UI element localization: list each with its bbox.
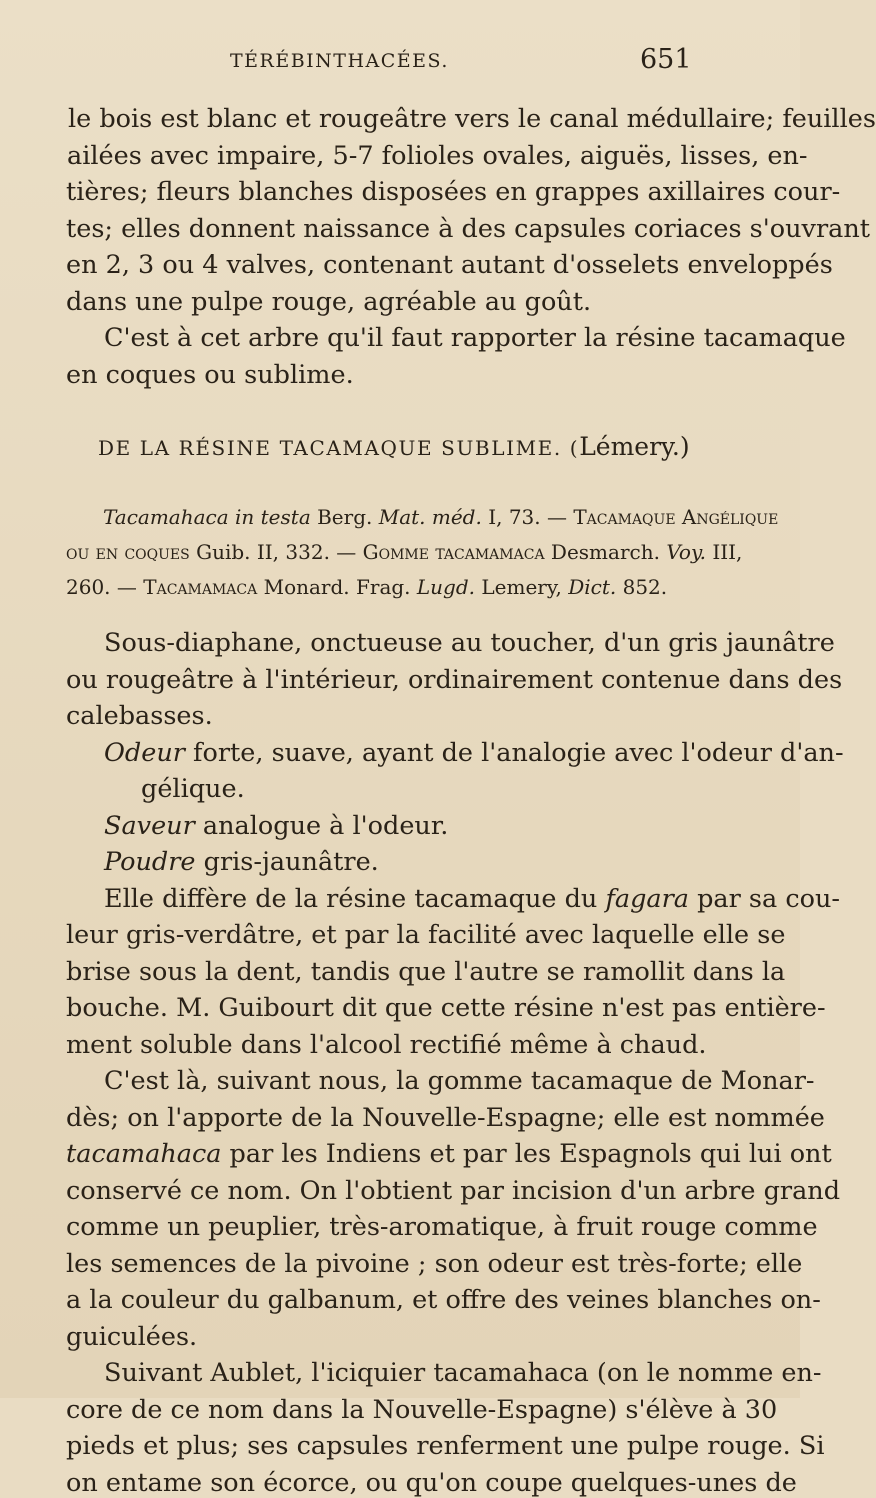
body-line: ment soluble dans l'alcool rectifié même à chaud. xyxy=(66,1029,707,1060)
synonymy-line: ou en coques Guib. II, 332. — Gomme tacamamaca Desmarch. Voy. III, xyxy=(66,540,743,564)
body-line: tières; fleurs blanches disposées en grappes axillaires cour- xyxy=(66,177,841,207)
body-line: comme un peuplier, très-aromatique, à fruit rouge comme xyxy=(66,1212,818,1242)
running-head: TÉRÉBINTHACÉES. xyxy=(230,50,449,72)
body-line: dès; on l'apporte de la Nouvelle-Espagne; elle est nommée xyxy=(66,1102,825,1133)
body-line: bouche. M. Guibourt dit que cette résine n'est pas entière- xyxy=(66,993,826,1023)
body-line: brise sous la dent, tandis que l'autre se ramollit dans la xyxy=(66,956,786,987)
section-title: DE LA RÉSINE TACAMAQUE SUBLIME. (Lémery.) xyxy=(98,432,692,461)
body-line: pieds et plus; ses capsules renferment une pulpe rouge. Si xyxy=(66,1431,825,1461)
body-line: en 2, 3 ou 4 valves, contenant autant d'osselets enveloppés xyxy=(66,250,833,280)
body-line: ailées avec impaire, 5-7 folioles ovales, aiguës, lisses, en- xyxy=(67,140,808,171)
body-line: leur gris-verdâtre, et par la facilité avec laquelle elle se xyxy=(66,920,786,950)
body-line: gélique. xyxy=(141,774,245,804)
synonymy-line: 260. — Tacamamaca Monard. Frag. Lugd. Lemery, Dict. 852. xyxy=(66,575,668,599)
body-line: guiculées. xyxy=(66,1321,198,1352)
body-line: les semences de la pivoine ; son odeur est très-forte; elle xyxy=(66,1248,803,1279)
body-line: le bois est blanc et rougeâtre vers le canal médullaire; feuilles xyxy=(68,104,876,134)
body-line: Elle diffère de la résine tacamaque du fagara par sa cou- xyxy=(104,883,840,914)
body-line: Saveur analogue à l'odeur. xyxy=(104,810,449,841)
body-line: conservé ce nom. On l'obtient par incision d'un arbre grand xyxy=(66,1175,841,1206)
body-line: dans une pulpe rouge, agréable au goût. xyxy=(66,286,592,317)
body-line: Poudre gris-jaunâtre. xyxy=(104,847,379,877)
body-line: Suivant Aublet, l'iciquier tacamahaca (on le nomme en- xyxy=(104,1358,822,1388)
body-line: C'est là, suivant nous, la gomme tacamaque de Monar- xyxy=(104,1066,815,1096)
body-line: calebasses. xyxy=(66,701,213,731)
page-number: 651 xyxy=(640,44,692,75)
body-line: Odeur forte, suave, ayant de l'analogie avec l'odeur d'an- xyxy=(104,737,844,768)
body-line: en coques ou sublime. xyxy=(66,359,354,390)
body-line: C'est à cet arbre qu'il faut rapporter la résine tacamaque xyxy=(104,323,846,353)
synonymy-line: Tacamahaca in testa Berg. Mat. méd. I, 73. — Tacamaque Angélique xyxy=(103,505,779,529)
page-header xyxy=(0,44,800,84)
body-line: a la couleur du galbanum, et offre des veines blanches on- xyxy=(66,1285,821,1315)
body-line: tacamahaca par les Indiens et par les Espagnols qui lui ont xyxy=(66,1139,832,1169)
body-line: tes; elles donnent naissance à des capsules coriaces s'ouvrant xyxy=(66,213,871,244)
body-line: ou rougeâtre à l'intérieur, ordinairement contenue dans des xyxy=(66,664,843,695)
body-line: on entame son écorce, ou qu'on coupe quelques-unes de xyxy=(66,1467,797,1498)
body-line: Sous-diaphane, onctueuse au toucher, d'un gris jaunâtre xyxy=(104,628,835,658)
body-line: core de ce nom dans la Nouvelle-Espagne) s'élève à 30 xyxy=(66,1394,778,1425)
